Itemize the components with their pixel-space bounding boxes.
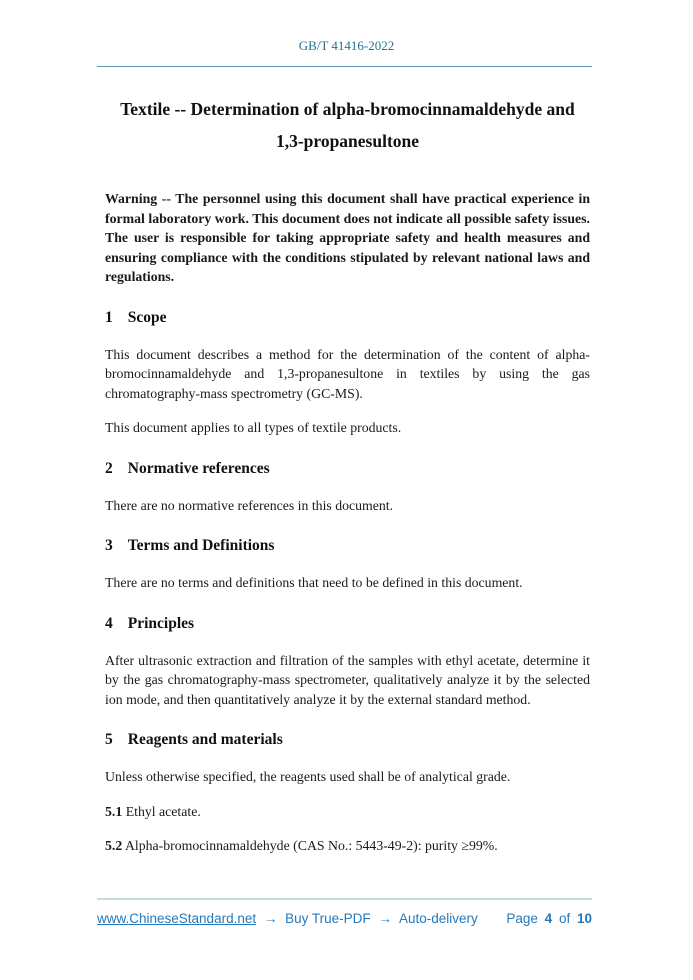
section-heading-normative-references [105,460,590,478]
clause-item-5-1 [105,802,590,822]
page-header [0,0,693,67]
section-paragraph: After ultrasonic extraction and filtration of the samples with ethyl acetate, determine it by the gas chromatography-mass spectrometer, qualitatively analyze it by the selected ion mode, and then quantitatively analyze it by the external standard method. [105,652,590,707]
section-heading-scope [105,309,590,327]
header-divider [97,66,592,67]
section-title: Normative references [127,459,270,477]
section-number: 3 [105,537,113,554]
document-title-line2: 1,3-propanesultone [275,131,420,151]
footer-link-row [97,911,482,926]
auto-delivery-label: Auto-delivery [398,911,478,926]
page-total: 10 [576,911,592,926]
arrow-icon: → [378,911,392,926]
section-heading-terms-definitions [105,537,590,555]
document-body [105,93,590,856]
clause-number: 5.1 [105,803,123,819]
section-number: 5 [105,731,113,748]
section-number: 4 [105,614,113,632]
clause-item-5-2 [105,836,590,856]
section-heading-reagents-materials [105,731,590,749]
document-title [105,93,590,157]
warning-paragraph: Warning -- The personnel using this document shall have practical experience in formal laboratory work. This document does not indicate all possible safety issues. The user is responsible for taking appropriate safety and health measures and ensuring compliance with the conditions stipulated by relevant national laws and regulations. [105,191,590,284]
website-link[interactable]: www.ChineseStandard.net [97,911,257,926]
standard-code: GB/T 41416-2022 [298,38,395,53]
section-title: Terms and Definitions [127,537,275,554]
buy-pdf-label: Buy True-PDF [285,911,371,926]
clause-text: Alpha-bromocinnamaldehyde (CAS No.: 5443-49-2): purity ≥99%. [124,838,498,853]
page-indicator [503,911,592,926]
section-title: Reagents and materials [127,731,283,748]
section-title: Scope [127,308,167,326]
section-number: 2 [105,459,113,477]
page-label: Page [506,911,538,926]
section-paragraph: There are no normative references in this document. [105,497,394,513]
arrow-icon: → [263,911,278,926]
section-title: Principles [127,614,195,632]
of-label: of [558,911,571,926]
clause-number: 5.2 [105,838,123,853]
section-paragraph: This document describes a method for the determination of the content of alpha-bromocinnamaldehyde and 1,3-propanesultone in textiles by using the gas chromatography-mass spectrometry (GC-MS). [105,346,590,401]
document-title-line1: Textile -- Determination of alpha-bromocinnamaldehyde and [120,99,575,119]
page-current: 4 [544,911,553,926]
section-paragraph: There are no terms and definitions that need to be defined in this document. [105,575,523,590]
section-paragraph: Unless otherwise specified, the reagents used shall be of analytical grade. [105,769,511,784]
page-footer [97,898,592,926]
clause-text: Ethyl acetate. [125,803,201,819]
section-number: 1 [105,308,113,326]
section-paragraph: This document applies to all types of textile products. [105,420,402,435]
section-heading-principles [105,615,590,633]
